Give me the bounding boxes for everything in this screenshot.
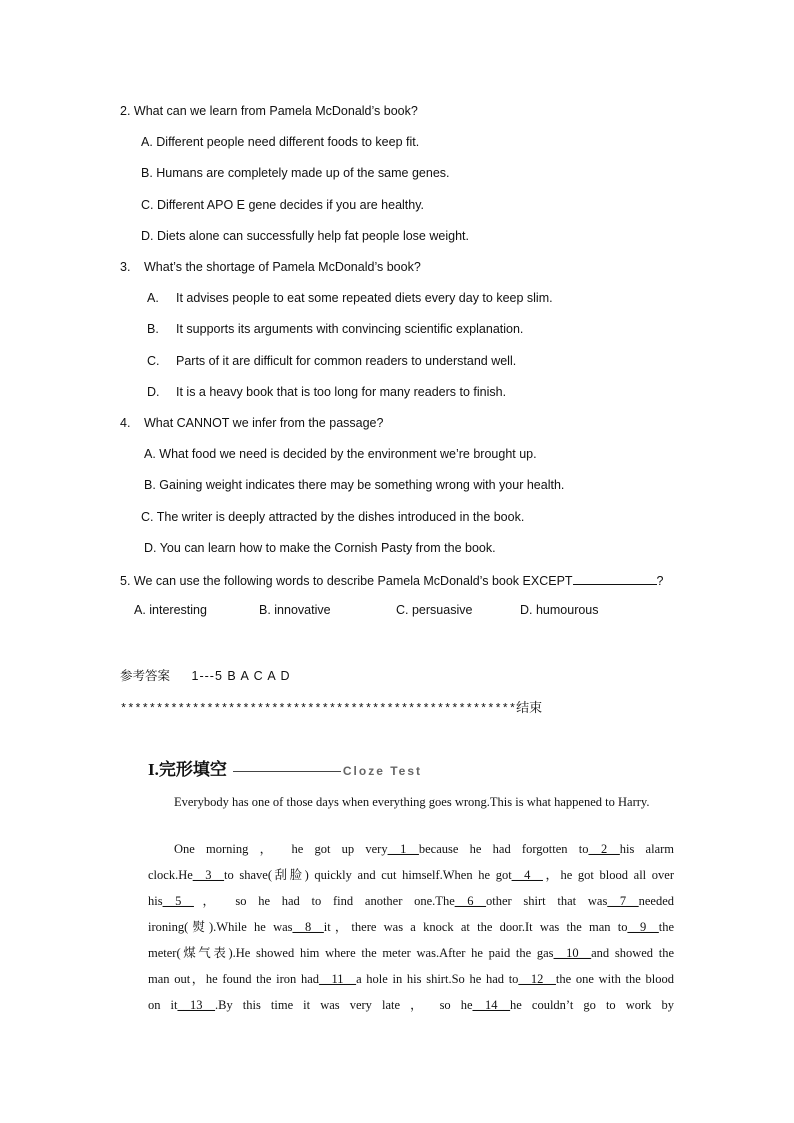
answer-key-label: 参考答案 xyxy=(120,668,171,683)
question-5-option-a: A. interesting xyxy=(134,603,207,617)
section-title-text: I.完形填空 xyxy=(148,760,227,779)
option-letter: A. xyxy=(147,291,159,305)
question-text: What CANNOT we infer from the passage? xyxy=(144,416,384,430)
question-3-stem xyxy=(120,260,421,274)
blank-7: __7__ xyxy=(607,894,639,908)
star-divider: ******************************************************* xyxy=(120,702,517,716)
question-2-option-b: B. Humans are completely made up of the same genes. xyxy=(141,166,450,180)
passage-line-6: man out，he found the iron had__11__a hole in his shirt.So he had to__12__the one with the blood xyxy=(148,972,674,986)
question-3-option-d xyxy=(147,385,506,399)
blank-10: __10__ xyxy=(553,946,592,960)
option-text: It advises people to eat some repeated diets every day to keep slim. xyxy=(176,291,553,305)
blank-4: __4__ xyxy=(511,868,543,882)
passage-line-3: his__5__， so he had to find another one.The__6__other shirt that was__7__needed xyxy=(148,894,674,908)
question-5-option-c: C. persuasive xyxy=(396,603,473,617)
blank-2: __2__ xyxy=(588,842,620,856)
blank-12: __12__ xyxy=(518,972,556,986)
question-text: What’s the shortage of Pamela McDonald’s book? xyxy=(144,260,421,274)
option-letter: D. xyxy=(147,385,160,399)
question-text: 5. We can use the following words to describe Pamela McDonald’s book EXCEPT xyxy=(120,574,573,588)
question-4-option-c: C. The writer is deeply attracted by the dishes introduced in the book. xyxy=(141,510,525,524)
end-marker xyxy=(120,697,542,716)
passage-line-4: ironing(熨).While he was__8__it，there was a knock at the door.It was the man to__9__the xyxy=(148,920,674,934)
blank-6: __6__ xyxy=(454,894,486,908)
blank-3: __3__ xyxy=(192,868,225,882)
end-text: 结束 xyxy=(516,701,543,716)
question-5-option-b: B. innovative xyxy=(259,603,331,617)
question-5-stem xyxy=(120,572,664,588)
blank-13: __13__ xyxy=(177,998,216,1012)
blank-9: __9__ xyxy=(627,920,659,934)
blank-11: __11__ xyxy=(319,972,357,986)
question-3-option-c xyxy=(147,354,516,368)
question-2-option-a: A. Different people need different foods to keep fit. xyxy=(141,135,420,149)
answer-key xyxy=(120,666,291,684)
passage-line-7: on it__13__.By this time it was very late ， so he__14__he couldn’t go to work by xyxy=(148,998,674,1012)
option-letter: B. xyxy=(147,322,159,336)
question-3-option-b xyxy=(147,322,523,336)
question-5-option-d: D. humourous xyxy=(520,603,599,617)
blank-8: __8__ xyxy=(292,920,324,934)
question-4-option-d: D. You can learn how to make the Cornish Pasty from the book. xyxy=(144,541,496,555)
passage-paragraph-1: Everybody has one of those days when everything goes wrong.This is what happened to Harry. xyxy=(174,795,650,809)
passage-line-5: meter(煤气表).He showed him where the meter was.After he paid the gas__10__and showed the xyxy=(148,946,674,960)
question-4-option-b: B. Gaining weight indicates there may be something wrong with your health. xyxy=(144,478,565,492)
question-3-option-a xyxy=(147,291,553,305)
question-end: ? xyxy=(656,574,664,588)
question-number: 4. xyxy=(120,416,131,430)
question-4-stem xyxy=(120,416,383,430)
answer-blank xyxy=(573,572,657,585)
blank-1: __1__ xyxy=(387,842,419,856)
title-divider xyxy=(233,771,341,772)
question-2-stem: 2. What can we learn from Pamela McDonald’s book? xyxy=(120,104,418,118)
option-text: It supports its arguments with convincing scientific explanation. xyxy=(176,322,524,336)
question-2-option-c: C. Different APO E gene decides if you are healthy. xyxy=(141,198,425,212)
blank-5: __5__ xyxy=(162,894,194,908)
option-letter: C. xyxy=(147,354,160,368)
option-text: Parts of it are difficult for common readers to understand well. xyxy=(176,354,517,368)
section-subtitle: Cloze Test xyxy=(342,764,422,779)
answer-key-value: 1---5 B A C A D xyxy=(191,669,291,683)
section-title xyxy=(148,755,422,780)
question-4-option-a: A. What food we need is decided by the environment we’re brought up. xyxy=(144,447,537,461)
question-2-option-d: D. Diets alone can successfully help fat people lose weight. xyxy=(141,229,469,243)
option-text: It is a heavy book that is too long for many readers to finish. xyxy=(176,385,507,399)
blank-14: __14__ xyxy=(472,998,511,1012)
question-number: 3. xyxy=(120,260,131,274)
passage-line-1: One morning ， he got up very__1__because he had forgotten to__2__his alarm xyxy=(174,842,674,856)
passage-line-2: clock.He__3__to shave(刮脸) quickly and cut himself.When he got__4__，he got blood all over xyxy=(148,868,674,882)
